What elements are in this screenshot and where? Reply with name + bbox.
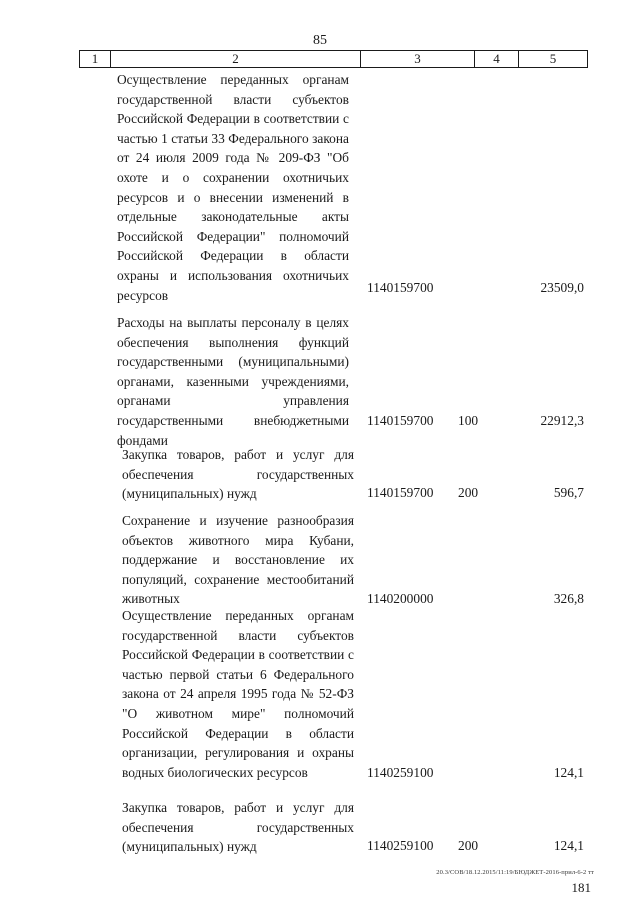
row-description: Сохранение и изучение разнообразия объектов животного мира Кубани, поддержание и восстановление их популяций, сохранение местообитаний животных xyxy=(122,513,354,607)
row-expense-type: 200 xyxy=(458,838,479,854)
sheet-number: 181 xyxy=(571,880,591,895)
column-header-3: 3 xyxy=(361,51,475,67)
column-header-4: 4 xyxy=(475,51,519,67)
row-amount: 124,1 xyxy=(553,765,584,781)
row-amount: 124,1 xyxy=(553,838,584,854)
row-amount: 596,7 xyxy=(553,485,584,501)
table-row xyxy=(0,313,640,448)
row-code: 1140200000 xyxy=(367,591,434,607)
table-column-header xyxy=(79,50,588,68)
table-row xyxy=(0,606,640,783)
row-expense-type: 200 xyxy=(458,485,479,501)
row-amount: 326,8 xyxy=(553,591,584,607)
row-code: 1140159700 xyxy=(367,280,434,296)
column-header-5: 5 xyxy=(549,51,557,66)
column-header-1: 1 xyxy=(80,51,111,67)
row-description: Осуществление переданных органам государственной власти субъектов Российской Федерации в соответствии с частью 1 статьи 33 Федерального закона от 24 июля 2009 года № 209-ФЗ "Об охоте и о сохранении охотничьих ресурсов и о внесении изменений в отдельные законодательные акты Российской Федерации" полномочий Российской Федерации в области охраны и использования охотничьих ресурсов xyxy=(117,72,349,303)
row-description: Закупка товаров, работ и услуг для обеспечения государственных (муниципальных) нужд xyxy=(122,800,354,855)
table-row xyxy=(0,70,640,303)
row-description: Расходы на выплаты персоналу в целях обеспечения выполнения функций государственными (муниципальными) органами, казенными учреждениями, органами управления государственными внебюджетными фондами xyxy=(117,315,349,448)
table-row xyxy=(0,798,640,856)
page-number: 85 xyxy=(313,33,327,48)
row-amount: 23509,0 xyxy=(540,280,584,296)
row-description: Закупка товаров, работ и услуг для обеспечения государственных (муниципальных) нужд xyxy=(122,447,354,502)
row-description: Осуществление переданных органам государственной власти субъектов Российской Федерации в соответствии с частью первой статьи 6 Федерального закона от 24 апреля 1995 года № 52-ФЗ "О животном мире" полномочий Российской Федерации в области организации, регулирования и охраны водных биологических ресурсов xyxy=(122,608,354,780)
row-amount: 22912,3 xyxy=(540,413,584,429)
document-stamp: 20.3/СОВ/18.12.2015/11:19/БЮДЖЕТ-2016-прил-6-2 тт xyxy=(436,869,594,876)
row-code: 1140159700 xyxy=(367,485,434,501)
table-row xyxy=(0,511,640,609)
row-code: 1140159700 xyxy=(367,413,434,429)
row-code: 1140259100 xyxy=(367,838,434,854)
row-expense-type: 100 xyxy=(458,413,479,429)
column-header-2: 2 xyxy=(111,51,361,67)
row-code: 1140259100 xyxy=(367,765,434,781)
table-row xyxy=(0,445,640,503)
